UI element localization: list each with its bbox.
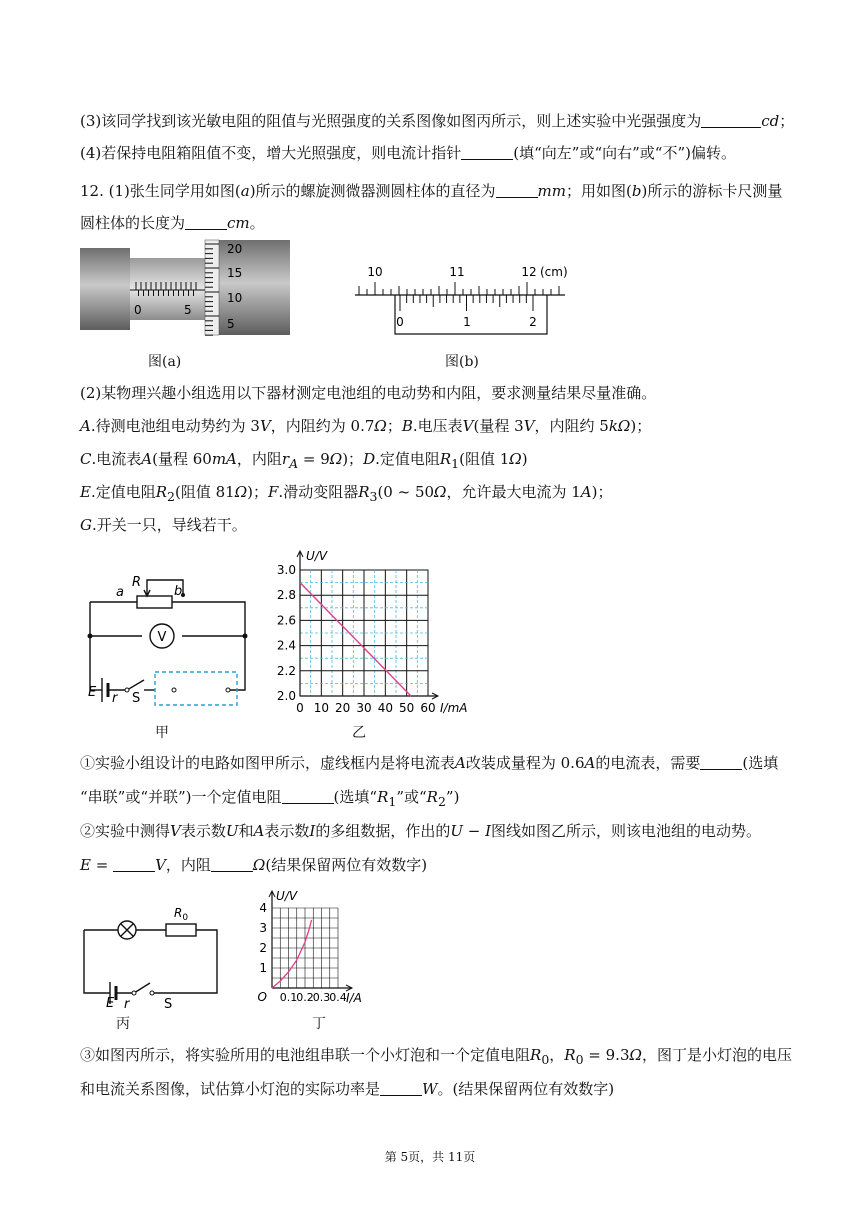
u: A xyxy=(584,754,596,772)
sub: 2 xyxy=(437,794,446,809)
label-R0: $R_0$ xyxy=(174,906,189,923)
t: ，允许最大电流为 1 xyxy=(446,483,581,501)
t: ”或“ xyxy=(396,788,427,806)
x-tick-label: 0.1 xyxy=(279,991,298,1004)
t: ①实验小组设计的电路如图甲所示，虚线框内是将电流表 xyxy=(80,754,456,772)
x-tick-label: 0.4 xyxy=(329,991,347,1004)
t: = xyxy=(90,856,114,874)
main-scale-11: 11 xyxy=(449,265,465,279)
u: Ω xyxy=(374,417,387,435)
subq3-line1 xyxy=(80,1044,792,1071)
t: “串联”或“并联”)一个定值电阻 xyxy=(80,788,282,806)
origin-label: O xyxy=(257,990,267,1004)
u: A xyxy=(141,450,153,468)
u: R xyxy=(358,483,370,501)
u: E xyxy=(80,856,91,874)
option-c-d xyxy=(80,448,528,475)
option-a-b xyxy=(80,415,651,437)
figure-jia-caption: 甲 xyxy=(155,725,169,741)
t: (0 ~ 50 xyxy=(377,483,435,501)
figure-b-caption: 图(b) xyxy=(445,354,479,370)
opt: C xyxy=(80,450,92,468)
q11-part3 xyxy=(80,110,794,132)
label-E: E xyxy=(88,685,97,700)
text: ；用如图( xyxy=(566,182,632,200)
u: V xyxy=(170,822,181,840)
u: W xyxy=(422,1080,438,1098)
label-r: r xyxy=(112,691,118,706)
q12-part1-line2 xyxy=(80,212,265,234)
t: 。(结果保留两位有效数字) xyxy=(437,1080,615,1098)
t: )； xyxy=(342,450,364,468)
u: A xyxy=(580,483,592,501)
option-g xyxy=(80,514,247,536)
frame xyxy=(80,248,130,330)
thimble-label-5: 5 xyxy=(227,317,235,331)
subq2-line2 xyxy=(80,854,427,876)
x-tick-label: 40 xyxy=(377,701,393,715)
y-tick-label: 3 xyxy=(259,921,267,935)
y-tick-label: 3.0 xyxy=(276,563,296,577)
u: Ω xyxy=(329,450,343,468)
answer-blank[interactable] xyxy=(461,145,513,160)
t: )； xyxy=(630,417,652,435)
label-S: S xyxy=(132,691,141,706)
t: .定值电阻 xyxy=(90,483,156,501)
y-axis-label: U/V xyxy=(276,889,298,903)
u: r xyxy=(281,450,290,468)
t: ，内阻约 5 xyxy=(534,417,609,435)
y-tick-label: 2.8 xyxy=(276,588,296,603)
u: U − I xyxy=(450,822,492,840)
subq3-line2 xyxy=(80,1078,614,1100)
answer-blank[interactable] xyxy=(185,215,227,230)
t: ； xyxy=(386,417,402,435)
thimble-label-20: 20 xyxy=(227,242,243,256)
t: 表示数 xyxy=(264,822,310,840)
unit: mm xyxy=(537,182,566,200)
punct: ； xyxy=(779,112,795,130)
sub: 2 xyxy=(167,489,175,504)
t: (阻值 1 xyxy=(459,450,510,468)
u: kΩ xyxy=(608,417,631,435)
sleeve-label-5: 5 xyxy=(184,303,192,317)
chart-yi xyxy=(268,548,488,720)
q11-part4-text: (4)若保持电阻箱阻值不变，增大光照强度，则电流计指针 xyxy=(80,144,462,162)
sub: 3 xyxy=(369,489,378,504)
sub: 1 xyxy=(451,456,460,471)
u: V xyxy=(155,856,166,874)
answer-blank[interactable] xyxy=(700,755,742,770)
sub: 0 xyxy=(541,1052,550,1067)
u: R xyxy=(564,1046,576,1064)
circuit-bing xyxy=(82,900,222,1012)
t: 改装成量程为 0.6 xyxy=(465,754,585,772)
circuit-jia xyxy=(82,570,252,705)
subq1-line2 xyxy=(80,786,459,813)
u: A xyxy=(455,754,466,772)
u: R xyxy=(530,1046,542,1064)
var: b xyxy=(631,182,642,200)
t: ，内阻 xyxy=(236,450,282,468)
x-tick-label: 0.2 xyxy=(296,991,314,1004)
opt: D xyxy=(363,450,376,468)
u: U xyxy=(225,822,239,840)
t: (量程 3 xyxy=(473,417,524,435)
dashed-box xyxy=(155,672,237,705)
opt: G xyxy=(80,516,92,534)
opt: A xyxy=(80,417,91,435)
vernier-2: 2 xyxy=(529,315,537,329)
t: .电压表 xyxy=(412,417,463,435)
label-r: r xyxy=(124,997,130,1012)
unit: cd xyxy=(761,112,780,130)
t: .开关一只，导线若干。 xyxy=(91,516,247,534)
y-tick-label: 1 xyxy=(259,961,267,975)
t: ，内阻 xyxy=(165,856,211,874)
t: ②实验中测得 xyxy=(80,822,171,840)
t: (选填“ xyxy=(333,788,378,806)
vernier-1: 1 xyxy=(463,315,471,329)
option-e-f xyxy=(80,481,613,508)
t: 和 xyxy=(238,822,254,840)
y-tick-label: 2.0 xyxy=(276,689,296,703)
figure-a-caption: 图(a) xyxy=(148,354,182,370)
figure-bing-caption: 丙 xyxy=(116,1016,130,1032)
u: V xyxy=(462,417,474,435)
thimble-label-10: 10 xyxy=(227,291,243,305)
x-tick-label: 20 xyxy=(335,701,351,715)
t: ， xyxy=(549,1046,565,1064)
micrometer-figure xyxy=(80,240,290,335)
x-tick-label: 0.3 xyxy=(312,991,331,1004)
t: )； xyxy=(247,483,268,501)
sleeve-label-0: 0 xyxy=(134,303,142,317)
label-b: b xyxy=(174,584,183,599)
text: 。 xyxy=(249,214,265,232)
t: 的多组数据，作出的 xyxy=(315,822,451,840)
label-a: a xyxy=(116,585,124,600)
answer-blank[interactable] xyxy=(496,183,538,198)
opt: F xyxy=(268,483,279,501)
u: Ω xyxy=(252,856,266,874)
q11-part3-text: (3)该同学找到该光敏电阻的阻值与光照强度的关系图像如图丙所示，则上述实验中光强强度为 xyxy=(80,112,702,130)
t: 和电流关系图像，试估算小灯泡的实际功率是 xyxy=(80,1080,381,1098)
unit: cm xyxy=(227,214,250,232)
page-footer: 第 5页，共 11页 xyxy=(384,1150,476,1164)
opt: E xyxy=(80,483,91,501)
u: R xyxy=(377,788,389,806)
t: .定值电阻 xyxy=(375,450,440,468)
text: 12. (1)张生同学用如图( xyxy=(80,182,241,200)
u: V xyxy=(259,417,271,435)
figure-ding-caption: 丁 xyxy=(312,1016,326,1032)
answer-blank[interactable] xyxy=(211,857,253,872)
t: ③如图丙所示，将实验所用的电池组串联一个小灯泡和一个定值电阻 xyxy=(80,1046,531,1064)
t: ，图丁是小灯泡的电压 xyxy=(641,1046,792,1064)
q11-part4 xyxy=(80,142,736,164)
q11-part4-tail: (填“向左”或“向右”或“不”)偏转。 xyxy=(513,144,736,162)
t: 表示数 xyxy=(180,822,226,840)
subq1-line1 xyxy=(80,752,778,774)
t: (量程 60 xyxy=(152,450,212,468)
text: )所示的螺旋测微器测圆柱体的直径为 xyxy=(249,182,496,200)
y-tick-label: 2.4 xyxy=(276,638,296,653)
x-tick-label: 10 xyxy=(313,701,329,715)
u: V xyxy=(523,417,535,435)
chart-ding xyxy=(250,888,390,1013)
u: R xyxy=(426,788,438,806)
t: ) xyxy=(521,450,528,468)
u: Ω xyxy=(434,483,447,501)
sub: 0 xyxy=(575,1052,584,1067)
y-tick-label: 2.6 xyxy=(276,613,296,628)
answer-blank[interactable] xyxy=(380,1081,422,1096)
answer-blank[interactable] xyxy=(701,113,761,128)
y-tick-label: 2.2 xyxy=(276,663,296,678)
u: R xyxy=(439,450,452,468)
label-R: R xyxy=(132,575,142,590)
x-tick-label: 50 xyxy=(399,701,415,715)
t: (结果保留两位有效数字) xyxy=(265,856,428,874)
t: )； xyxy=(591,483,613,501)
x-tick-label: 60 xyxy=(420,701,436,715)
unit-label: (cm) xyxy=(540,265,568,279)
answer-blank[interactable] xyxy=(282,789,334,804)
y-axis-label: U/V xyxy=(306,549,328,563)
main-scale-12: 12 xyxy=(521,265,537,279)
text: )所示的游标卡尺测量 xyxy=(641,182,783,200)
u: Ω xyxy=(629,1046,642,1064)
u: I xyxy=(309,822,316,840)
u: R xyxy=(155,483,168,501)
y-tick-label: 4 xyxy=(259,901,267,915)
sub: A xyxy=(289,456,299,471)
vernier-0: 0 xyxy=(396,315,404,329)
q12-part2-intro: (2)某物理兴趣小组选用以下器材测定电池组的电动势和内阻，要求测量结果尽量准确。 xyxy=(80,384,657,402)
sub: 1 xyxy=(388,794,397,809)
u: A xyxy=(253,822,265,840)
q12-part1-line1 xyxy=(80,180,782,202)
t: (选填 xyxy=(742,754,779,772)
t: ”) xyxy=(445,788,460,806)
var: a xyxy=(240,182,250,200)
u: Ω xyxy=(234,483,248,501)
opt: B xyxy=(401,417,413,435)
label-E: E xyxy=(106,996,115,1011)
t: (阻值 81 xyxy=(174,483,235,501)
figure-yi-caption: 乙 xyxy=(352,725,366,741)
answer-blank[interactable] xyxy=(113,857,155,872)
x-tick-label: 0 xyxy=(296,701,304,715)
y-tick-label: 2 xyxy=(259,941,267,955)
u: Ω xyxy=(509,450,522,468)
t: 图线如图乙所示，则该电池组的电动势。 xyxy=(491,822,762,840)
x-tick-label: 30 xyxy=(356,701,372,715)
t: ，内阻约为 0.7 xyxy=(270,417,375,435)
t: = 9.3 xyxy=(583,1046,630,1064)
thimble-label-15: 15 xyxy=(227,266,243,280)
x-axis-label: I/A xyxy=(346,991,362,1005)
voltmeter-label: V xyxy=(157,630,167,645)
subq2-line1 xyxy=(80,820,761,842)
t: 的电流表，需要 xyxy=(595,754,701,772)
x-axis-label: I/mA xyxy=(440,701,468,715)
u: mA xyxy=(211,450,237,468)
t: .电流表 xyxy=(91,450,142,468)
t: .滑动变阻器 xyxy=(278,483,359,501)
main-scale-10: 10 xyxy=(367,265,383,279)
label-S: S xyxy=(164,997,173,1012)
caliper-figure xyxy=(350,260,580,335)
text: 圆柱体的长度为 xyxy=(80,214,186,232)
t: = 9 xyxy=(298,450,330,468)
t: .待测电池组电动势约为 3 xyxy=(90,417,260,435)
